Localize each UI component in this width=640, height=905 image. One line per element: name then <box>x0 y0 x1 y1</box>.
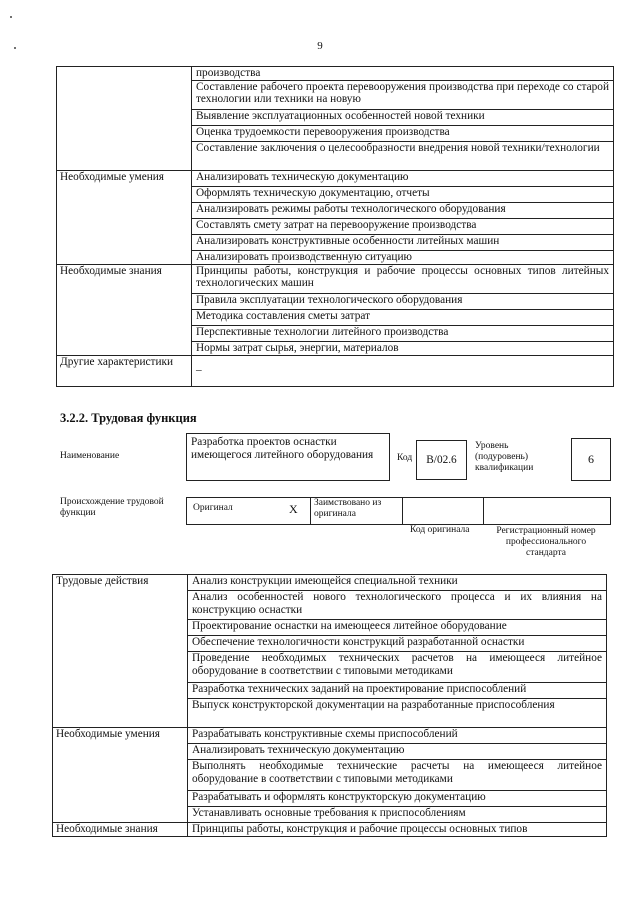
table-cell: Проектирование оснастки на имеющееся литейное оборудование <box>188 620 607 636</box>
table-cell: Анализ конструкции имеющейся специальной техники <box>188 575 607 591</box>
table-cell: Перспективные технологии литейного производства <box>192 325 614 341</box>
competency-table-2 <box>52 574 607 837</box>
row-label: Необходимые знания <box>53 823 188 837</box>
table-cell: Анализировать техническую документацию <box>188 744 607 760</box>
table-cell: Оформлять техническую документацию, отчеты <box>192 186 614 202</box>
table-cell: Составление рабочего проекта перевооружения производства при переходе со старой технологии или техники на новую <box>192 80 614 109</box>
table-cell: Выполнять необходимые технические расчеты на имеющееся литейное оборудование в соответствии с типовыми методиками <box>188 760 607 791</box>
table-cell: Нормы затрат сырья, энергии, материалов <box>192 341 614 355</box>
code-value: B/02.6 <box>426 454 457 466</box>
table-cell: Анализировать режимы работы технологического оборудования <box>192 202 614 218</box>
table-cell: – <box>192 355 614 386</box>
origin-divider <box>402 497 403 525</box>
competency-table-1 <box>56 66 614 387</box>
name-label: Наименование <box>60 451 120 461</box>
table-cell: Проведение необходимых технических расчетов на имеющееся литейное оборудование в соответствии с типовыми методиками <box>188 652 607 683</box>
table-cell: Анализировать производственную ситуацию <box>192 250 614 264</box>
origin-divider <box>310 497 311 525</box>
code-box <box>416 440 467 480</box>
table-cell: Принципы работы, конструкция и рабочие процессы основных типов литейных технологических машин <box>192 264 614 293</box>
table-cell: Обеспечение технологичности конструкций разработанной оснастки <box>188 636 607 652</box>
row-label: Необходимые умения <box>57 170 192 264</box>
table-cell: Правила эксплуатации технологического оборудования <box>192 293 614 309</box>
table-cell: Разрабатывать конструктивные схемы приспособлений <box>188 728 607 744</box>
original-label: Оригинал <box>193 503 233 513</box>
table-cell: Анализировать конструктивные особенности литейных машин <box>192 234 614 250</box>
code-original-caption: Код оригинала <box>410 525 470 535</box>
table-cell: Оценка трудоемкости перевооружения производства <box>192 125 614 141</box>
level-value: 6 <box>588 452 594 466</box>
reg-number-caption: Регистрационный номер профессионального стандарта <box>496 526 596 558</box>
page-number: 9 <box>317 40 323 52</box>
borrowed-label: Заимствовано из оригинала <box>314 498 382 519</box>
table-cell: производства <box>192 67 614 81</box>
table-cell: Разработка технических заданий на проектирование приспособлений <box>188 683 607 699</box>
table-cell: Устанавливать основные требования к приспособлениям <box>188 807 607 823</box>
row-label: Необходимые умения <box>53 728 188 823</box>
table-cell: Составление заключения о целесообразности внедрения новой техники/технологии <box>192 141 614 170</box>
origin-label: Происхождение трудовой функции <box>60 497 164 518</box>
origin-divider <box>483 497 484 525</box>
row-label <box>57 67 192 171</box>
level-box <box>571 438 611 481</box>
section-title: 3.2.2. Трудовая функция <box>60 411 197 425</box>
row-label: Необходимые знания <box>57 264 192 355</box>
code-label: Код <box>397 453 413 463</box>
row-label: Трудовые действия <box>53 575 188 728</box>
table-cell: Разрабатывать и оформлять конструкторскую документацию <box>188 791 607 807</box>
original-mark: X <box>289 502 298 516</box>
scan-speck <box>10 16 12 18</box>
table-cell: Составлять смету затрат на перевооружение производства <box>192 218 614 234</box>
row-label: Другие характеристики <box>57 355 192 386</box>
table-cell: Принципы работы, конструкция и рабочие процессы основных типов <box>188 823 607 837</box>
level-label: Уровень (подуровень) квалификации <box>475 441 534 473</box>
table-cell: Анализировать техническую документацию <box>192 170 614 186</box>
table-cell: Анализ особенностей нового технологического процесса и их влияния на конструкцию оснастки <box>188 591 607 620</box>
function-name-box <box>186 433 390 481</box>
table-cell: Методика составления сметы затрат <box>192 309 614 325</box>
table-cell: Выявление эксплуатационных особенностей новой техники <box>192 109 614 125</box>
table-cell: Выпуск конструкторской документации на разработанные приспособления <box>188 699 607 728</box>
function-name: Разработка проектов оснастки имеющегося литейного оборудования <box>191 436 374 461</box>
